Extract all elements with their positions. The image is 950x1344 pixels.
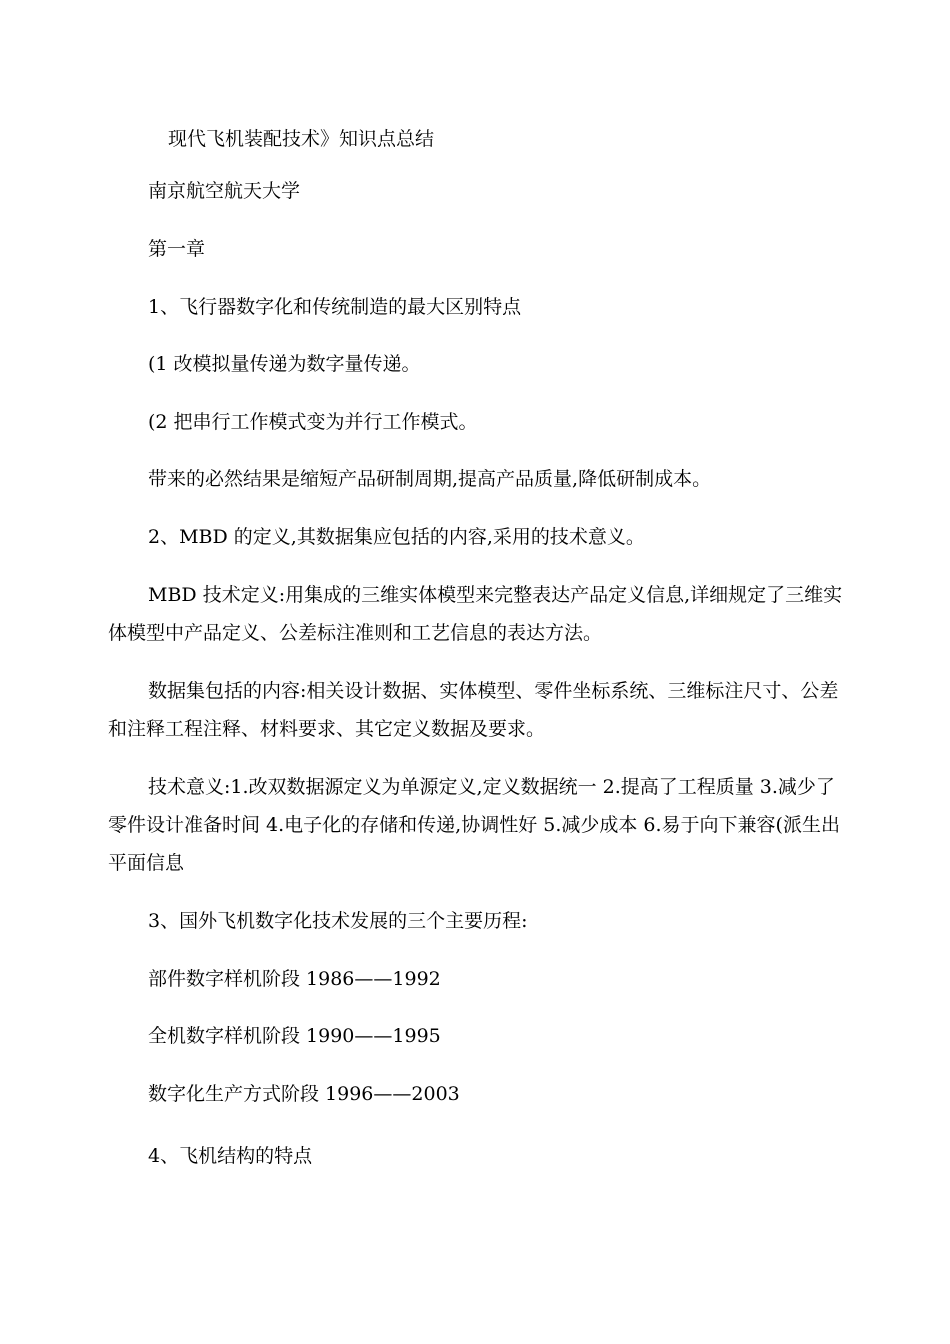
mbd-dataset: 数据集包括的内容:相关设计数据、实体模型、零件坐标系统、三维标注尺寸、公差和注释工程注释、材料要求、其它定义数据及要求。 bbox=[108, 680, 839, 740]
answer-1-result: 带来的必然结果是缩短产品研制周期,提高产品质量,降低研制成本。 bbox=[148, 468, 712, 490]
question-3: 3、国外飞机数字化技术发展的三个主要历程: bbox=[148, 910, 528, 932]
question-4: 4、飞机结构的特点 bbox=[148, 1145, 313, 1167]
mbd-significance: 技术意义:1.改双数据源定义为单源定义,定义数据统一 2.提高了工程质量 3.减少了零件设计准备时间 4.电子化的存储和传递,协调性好 5.减少成本 6.易于向下兼容(派生出平面信息 bbox=[108, 776, 840, 874]
question-1: 1、飞行器数字化和传统制造的最大区别特点 bbox=[148, 296, 522, 318]
school-name: 南京航空航天大学 bbox=[148, 180, 301, 202]
stage-1: 部件数字样机阶段 1986——1992 bbox=[148, 968, 441, 990]
answer-1-item-1: (1 改模拟量传递为数字量传递。 bbox=[148, 353, 421, 375]
question-2: 2、MBD 的定义,其数据集应包括的内容,采用的技术意义。 bbox=[148, 526, 645, 548]
stage-3: 数字化生产方式阶段 1996——2003 bbox=[148, 1083, 460, 1105]
document-title: 现代飞机装配技术》知识点总结 bbox=[168, 128, 435, 150]
stage-2: 全机数字样机阶段 1990——1995 bbox=[148, 1025, 441, 1047]
mbd-definition: MBD 技术定义:用集成的三维实体模型来完整表达产品定义信息,详细规定了三维实体模型中产品定义、公差标注准则和工艺信息的表达方法。 bbox=[108, 584, 843, 644]
answer-1-item-2: (2 把串行工作模式变为并行工作模式。 bbox=[148, 411, 478, 433]
chapter-heading: 第一章 bbox=[148, 238, 206, 260]
